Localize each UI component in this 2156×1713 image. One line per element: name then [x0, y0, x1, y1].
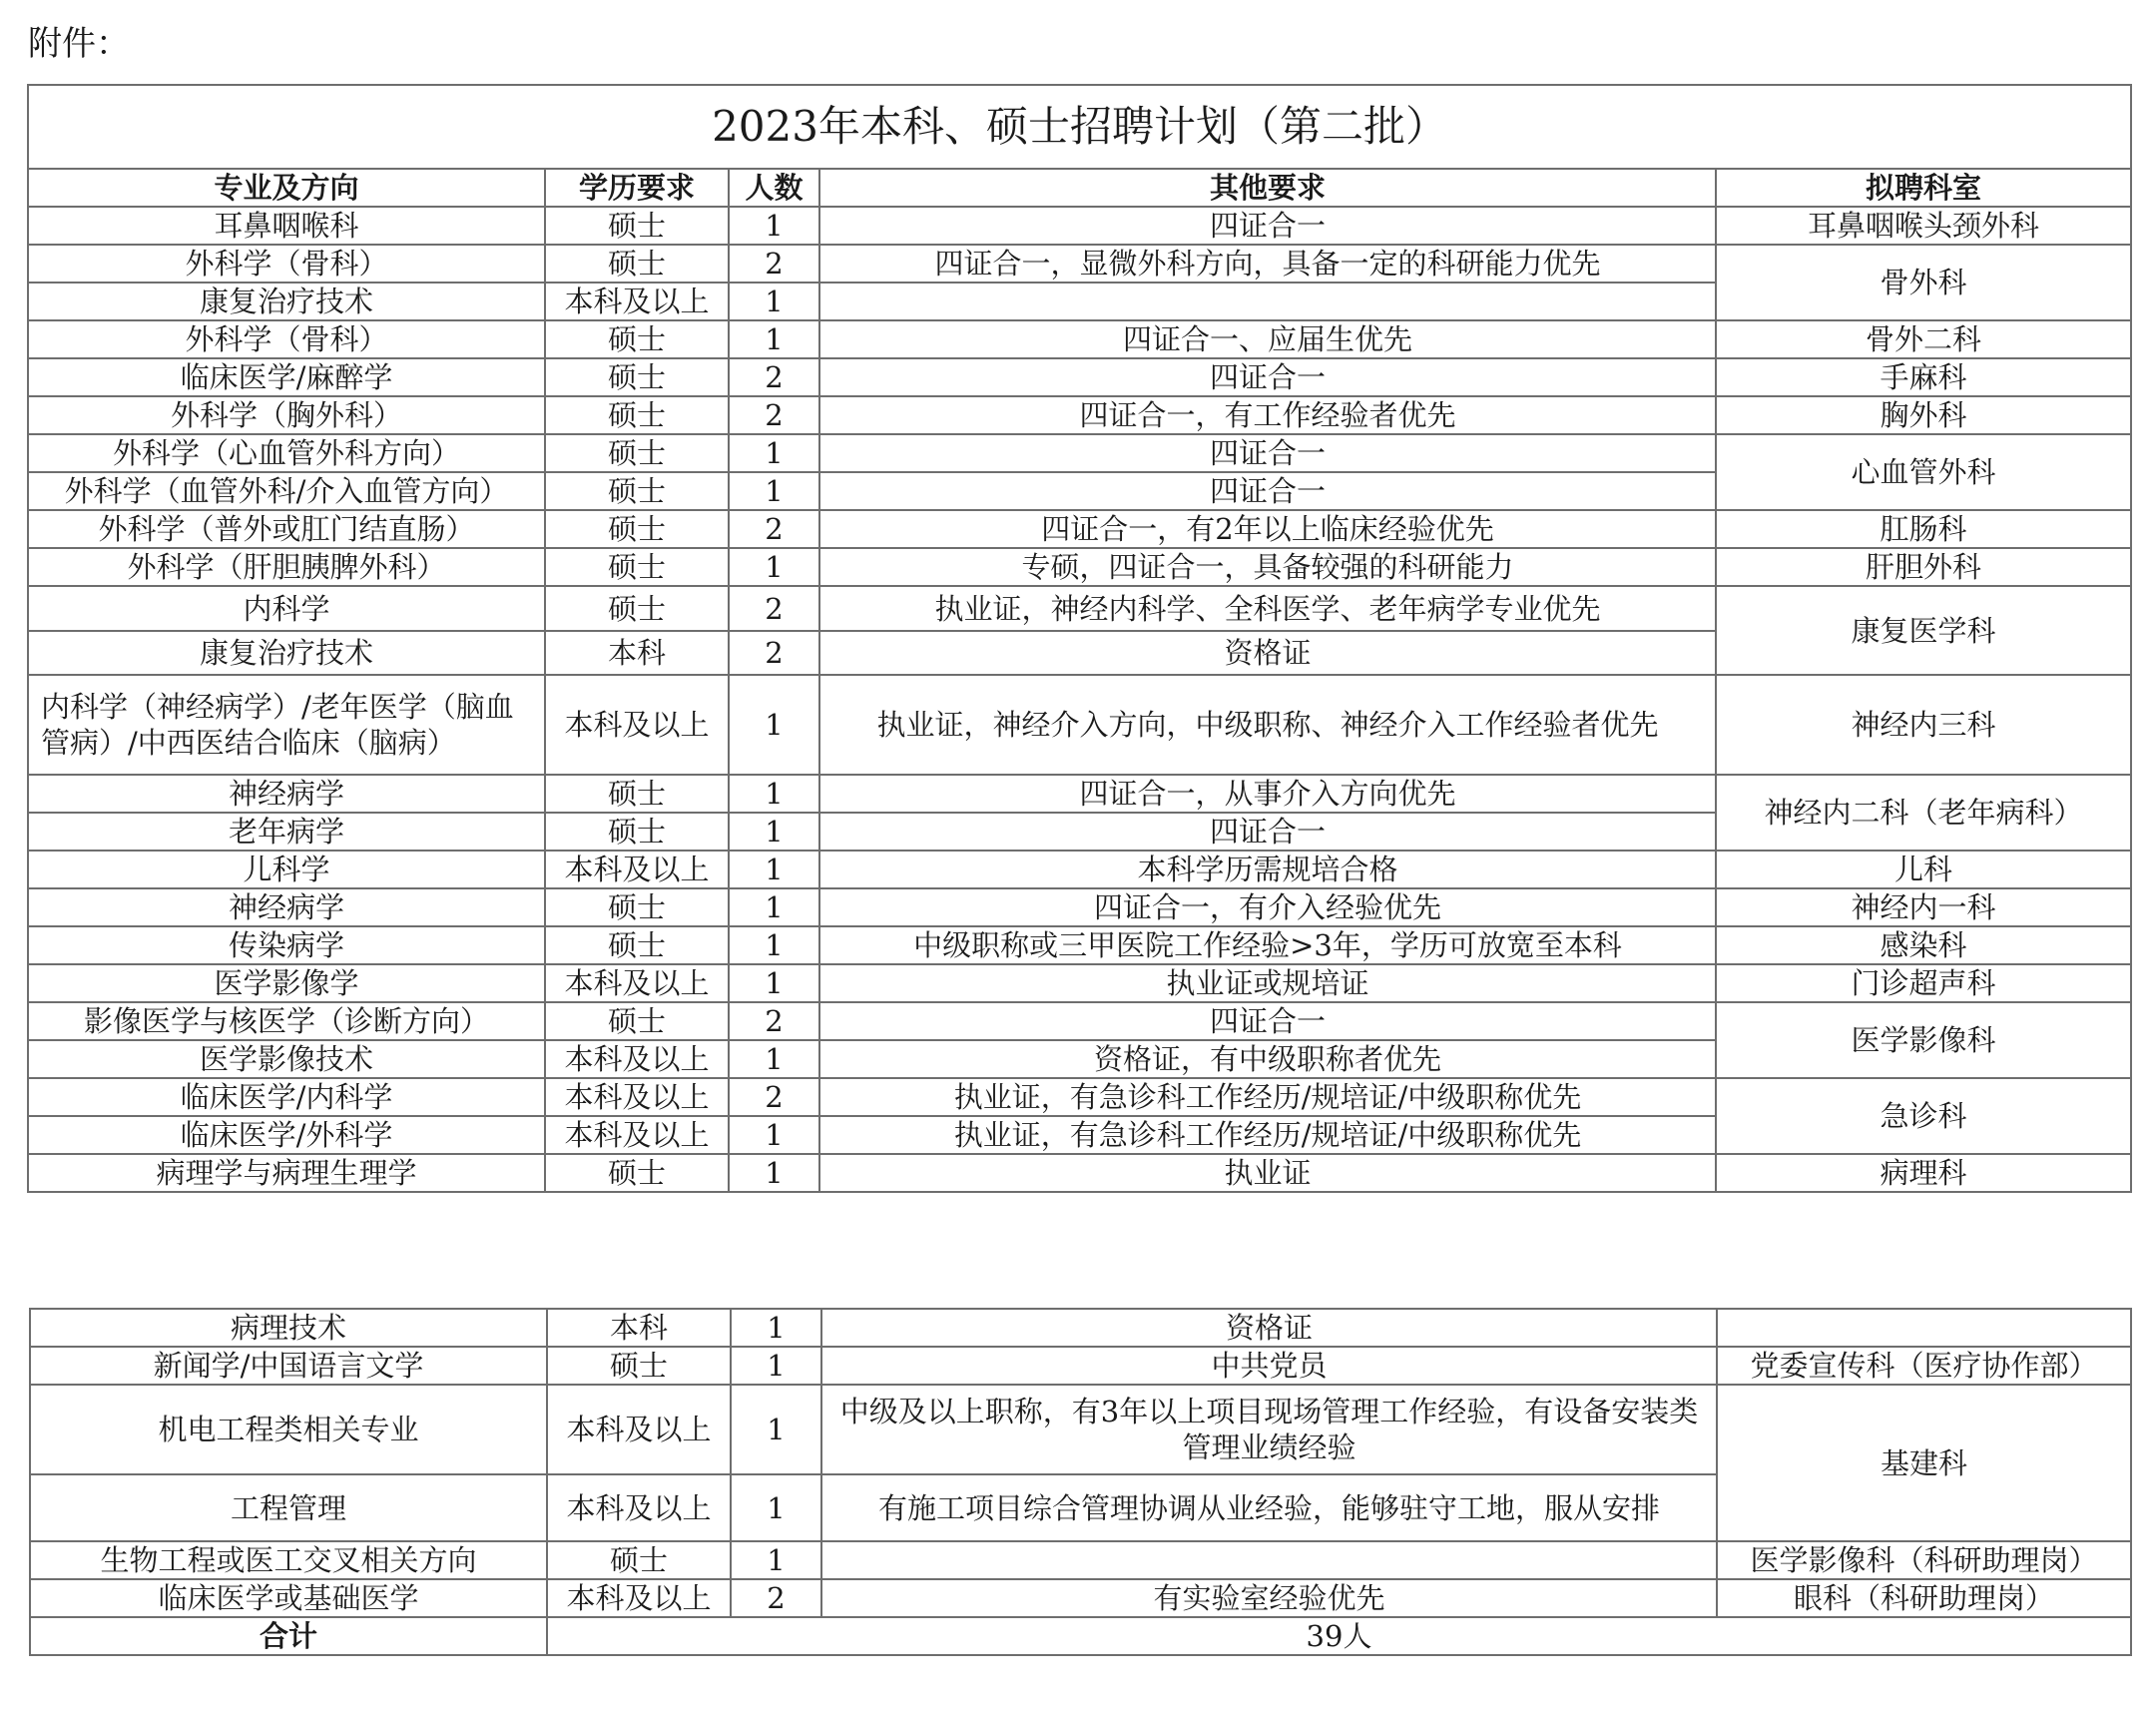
table-row	[28, 1078, 2131, 1116]
cell-count: 1	[731, 1347, 821, 1385]
table-row	[28, 207, 2131, 245]
cell-other: 四证合一	[819, 1002, 1716, 1040]
table-row	[28, 586, 2131, 631]
cell-major: 临床医学/内科学	[28, 1078, 545, 1116]
cell-department: 肛肠科	[1716, 510, 2131, 548]
table-row	[28, 775, 2131, 813]
cell-other: 执业证，有急诊科工作经历/规培证/中级职称优先	[819, 1116, 1716, 1154]
table-row	[28, 926, 2131, 964]
cell-other: 专硕，四证合一，具备较强的科研能力	[819, 548, 1716, 586]
cell-department: 医学影像科（科研助理岗）	[1717, 1541, 2131, 1579]
cell-education: 硕士	[545, 1002, 729, 1040]
table-row	[28, 964, 2131, 1002]
table-row	[28, 245, 2131, 283]
cell-major: 医学影像技术	[28, 1040, 545, 1078]
cell-major: 老年病学	[28, 813, 545, 851]
cell-other: 四证合一，从事介入方向优先	[819, 775, 1716, 813]
cell-major: 外科学（骨科）	[28, 320, 545, 358]
cell-department: 康复医学科	[1716, 586, 2131, 675]
cell-department: 神经内二科（老年病科）	[1716, 775, 2131, 851]
cell-major: 医学影像学	[28, 964, 545, 1002]
cell-education: 硕士	[545, 472, 729, 510]
cell-major: 病理技术	[30, 1309, 547, 1347]
cell-education: 硕士	[545, 926, 729, 964]
cell-major: 临床医学/麻醉学	[28, 358, 545, 396]
cell-education: 本科及以上	[545, 964, 729, 1002]
cell-count: 1	[731, 1474, 821, 1541]
cell-count: 1	[729, 283, 819, 320]
cell-major: 工程管理	[30, 1474, 547, 1541]
header-other: 其他要求	[819, 169, 1716, 207]
cell-count: 1	[729, 813, 819, 851]
cell-other: 有施工项目综合管理协调从业经验，能够驻守工地，服从安排	[821, 1474, 1717, 1541]
cell-count: 1	[729, 775, 819, 813]
cell-count: 1	[729, 1154, 819, 1192]
cell-education: 本科及以上	[547, 1474, 731, 1541]
cell-count: 1	[729, 548, 819, 586]
title-row	[28, 85, 2131, 169]
cell-department: 胸外科	[1716, 396, 2131, 434]
cell-education: 硕士	[545, 245, 729, 283]
cell-other: 中级职称或三甲医院工作经验>3年，学历可放宽至本科	[819, 926, 1716, 964]
cell-major: 生物工程或医工交叉相关方向	[30, 1541, 547, 1579]
cell-education: 本科	[547, 1309, 731, 1347]
cell-count: 1	[729, 851, 819, 888]
cell-count: 1	[729, 207, 819, 245]
cell-department: 耳鼻咽喉头颈外科	[1716, 207, 2131, 245]
cell-education: 硕士	[547, 1541, 731, 1579]
cell-education: 本科及以上	[545, 675, 729, 775]
cell-other: 执业证，神经介入方向，中级职称、神经介入工作经验者优先	[819, 675, 1716, 775]
cell-major: 内科学（神经病学）/老年医学（脑血管病）/中西医结合临床（脑病）	[28, 675, 545, 775]
cell-education: 硕士	[545, 207, 729, 245]
table-row	[28, 320, 2131, 358]
cell-count: 1	[729, 888, 819, 926]
attachment-label: 附件：	[28, 24, 130, 64]
cell-department: 心血管外科	[1716, 434, 2131, 510]
total-label: 合计	[30, 1617, 547, 1655]
cell-major: 外科学（骨科）	[28, 245, 545, 283]
cell-department: 感染科	[1716, 926, 2131, 964]
table-title: 2023年本科、硕士招聘计划（第二批）	[28, 85, 2131, 169]
header-count: 人数	[729, 169, 819, 207]
cell-department: 急诊科	[1716, 1078, 2131, 1154]
cell-major: 新闻学/中国语言文学	[30, 1347, 547, 1385]
cell-education: 本科及以上	[545, 851, 729, 888]
cell-other: 四证合一	[819, 434, 1716, 472]
cell-count: 1	[729, 964, 819, 1002]
cell-major: 临床医学或基础医学	[30, 1579, 547, 1617]
header-department: 拟聘科室	[1716, 169, 2131, 207]
cell-major: 神经病学	[28, 775, 545, 813]
cell-other: 资格证	[819, 631, 1716, 675]
cell-education: 硕士	[547, 1347, 731, 1385]
cell-count: 2	[729, 510, 819, 548]
cell-other: 本科学历需规培合格	[819, 851, 1716, 888]
cell-major: 外科学（胸外科）	[28, 396, 545, 434]
cell-count: 1	[729, 1040, 819, 1078]
table-row	[28, 851, 2131, 888]
cell-department	[1717, 1309, 2131, 1347]
cell-other: 有实验室经验优先	[821, 1579, 1717, 1617]
table-row	[30, 1579, 2131, 1617]
recruitment-plan-table-continued	[29, 1308, 2132, 1656]
cell-other: 四证合一，有介入经验优先	[819, 888, 1716, 926]
cell-department: 神经内三科	[1716, 675, 2131, 775]
cell-count: 2	[729, 1002, 819, 1040]
recruitment-plan-table	[27, 84, 2132, 1193]
table-row	[30, 1309, 2131, 1347]
cell-major: 神经病学	[28, 888, 545, 926]
cell-major: 康复治疗技术	[28, 283, 545, 320]
cell-department: 病理科	[1716, 1154, 2131, 1192]
cell-count: 1	[731, 1385, 821, 1474]
cell-major: 康复治疗技术	[28, 631, 545, 675]
cell-major: 外科学（肝胆胰脾外科）	[28, 548, 545, 586]
cell-other: 执业证	[819, 1154, 1716, 1192]
cell-education: 本科及以上	[545, 1040, 729, 1078]
cell-department: 骨外科	[1716, 245, 2131, 320]
cell-education: 本科	[545, 631, 729, 675]
cell-count: 1	[729, 434, 819, 472]
header-education: 学历要求	[545, 169, 729, 207]
cell-major: 机电工程类相关专业	[30, 1385, 547, 1474]
cell-education: 硕士	[545, 1154, 729, 1192]
cell-department: 儿科	[1716, 851, 2131, 888]
cell-education: 硕士	[545, 358, 729, 396]
table-row	[28, 1002, 2131, 1040]
cell-other: 中共党员	[821, 1347, 1717, 1385]
cell-major: 外科学（血管外科/介入血管方向）	[28, 472, 545, 510]
cell-other: 四证合一	[819, 358, 1716, 396]
cell-department: 党委宣传科（医疗协作部）	[1717, 1347, 2131, 1385]
cell-department: 眼科（科研助理岗）	[1717, 1579, 2131, 1617]
cell-education: 本科及以上	[547, 1385, 731, 1474]
cell-other: 四证合一	[819, 207, 1716, 245]
cell-count: 2	[729, 358, 819, 396]
table-row	[28, 1154, 2131, 1192]
cell-education: 硕士	[545, 434, 729, 472]
cell-department: 手麻科	[1716, 358, 2131, 396]
cell-department: 门诊超声科	[1716, 964, 2131, 1002]
cell-other: 四证合一、应届生优先	[819, 320, 1716, 358]
cell-education: 本科及以上	[545, 283, 729, 320]
cell-education: 硕士	[545, 320, 729, 358]
table-row	[30, 1541, 2131, 1579]
cell-major: 耳鼻咽喉科	[28, 207, 545, 245]
cell-education: 硕士	[545, 775, 729, 813]
cell-department: 医学影像科	[1716, 1002, 2131, 1078]
cell-other: 中级及以上职称，有3年以上项目现场管理工作经验，有设备安装类管理业绩经验	[821, 1385, 1717, 1474]
cell-education: 硕士	[545, 888, 729, 926]
cell-education: 硕士	[545, 396, 729, 434]
cell-other	[821, 1541, 1717, 1579]
cell-department: 骨外二科	[1716, 320, 2131, 358]
cell-education: 本科及以上	[547, 1579, 731, 1617]
total-value: 39人	[547, 1617, 2131, 1655]
cell-other: 四证合一，有2年以上临床经验优先	[819, 510, 1716, 548]
cell-education: 硕士	[545, 548, 729, 586]
table-row	[28, 675, 2131, 775]
cell-department: 基建科	[1717, 1385, 2131, 1541]
table-row	[28, 510, 2131, 548]
cell-major: 传染病学	[28, 926, 545, 964]
total-row	[30, 1617, 2131, 1655]
cell-count: 1	[731, 1541, 821, 1579]
cell-other	[819, 283, 1716, 320]
table-row	[28, 434, 2131, 472]
table-row	[28, 548, 2131, 586]
cell-count: 2	[729, 586, 819, 631]
cell-count: 1	[729, 926, 819, 964]
cell-count: 2	[729, 396, 819, 434]
table-row	[30, 1385, 2131, 1474]
cell-major: 外科学（普外或肛门结直肠）	[28, 510, 545, 548]
cell-major: 影像医学与核医学（诊断方向）	[28, 1002, 545, 1040]
cell-other: 执业证，神经内科学、全科医学、老年病学专业优先	[819, 586, 1716, 631]
cell-major: 外科学（心血管外科方向）	[28, 434, 545, 472]
cell-other: 四证合一	[819, 472, 1716, 510]
cell-count: 1	[731, 1309, 821, 1347]
cell-education: 硕士	[545, 813, 729, 851]
cell-other: 资格证	[821, 1309, 1717, 1347]
table-row	[28, 396, 2131, 434]
cell-other: 执业证，有急诊科工作经历/规培证/中级职称优先	[819, 1078, 1716, 1116]
cell-major: 内科学	[28, 586, 545, 631]
cell-count: 1	[729, 472, 819, 510]
cell-count: 2	[729, 245, 819, 283]
table-row	[28, 888, 2131, 926]
cell-count: 1	[729, 675, 819, 775]
cell-education: 本科及以上	[545, 1116, 729, 1154]
header-row	[28, 169, 2131, 207]
cell-count: 1	[729, 320, 819, 358]
cell-education: 本科及以上	[545, 1078, 729, 1116]
header-major: 专业及方向	[28, 169, 545, 207]
cell-count: 1	[729, 1116, 819, 1154]
cell-other: 四证合一，显微外科方向，具备一定的科研能力优先	[819, 245, 1716, 283]
cell-other: 执业证或规培证	[819, 964, 1716, 1002]
cell-education: 硕士	[545, 510, 729, 548]
table-row	[28, 358, 2131, 396]
cell-major: 儿科学	[28, 851, 545, 888]
cell-other: 四证合一，有工作经验者优先	[819, 396, 1716, 434]
cell-department: 肝胆外科	[1716, 548, 2131, 586]
cell-count: 2	[729, 1078, 819, 1116]
cell-department: 神经内一科	[1716, 888, 2131, 926]
cell-count: 2	[729, 631, 819, 675]
cell-major: 病理学与病理生理学	[28, 1154, 545, 1192]
cell-other: 四证合一	[819, 813, 1716, 851]
table-row	[30, 1347, 2131, 1385]
cell-education: 硕士	[545, 586, 729, 631]
cell-count: 2	[731, 1579, 821, 1617]
cell-other: 资格证，有中级职称者优先	[819, 1040, 1716, 1078]
cell-major: 临床医学/外科学	[28, 1116, 545, 1154]
